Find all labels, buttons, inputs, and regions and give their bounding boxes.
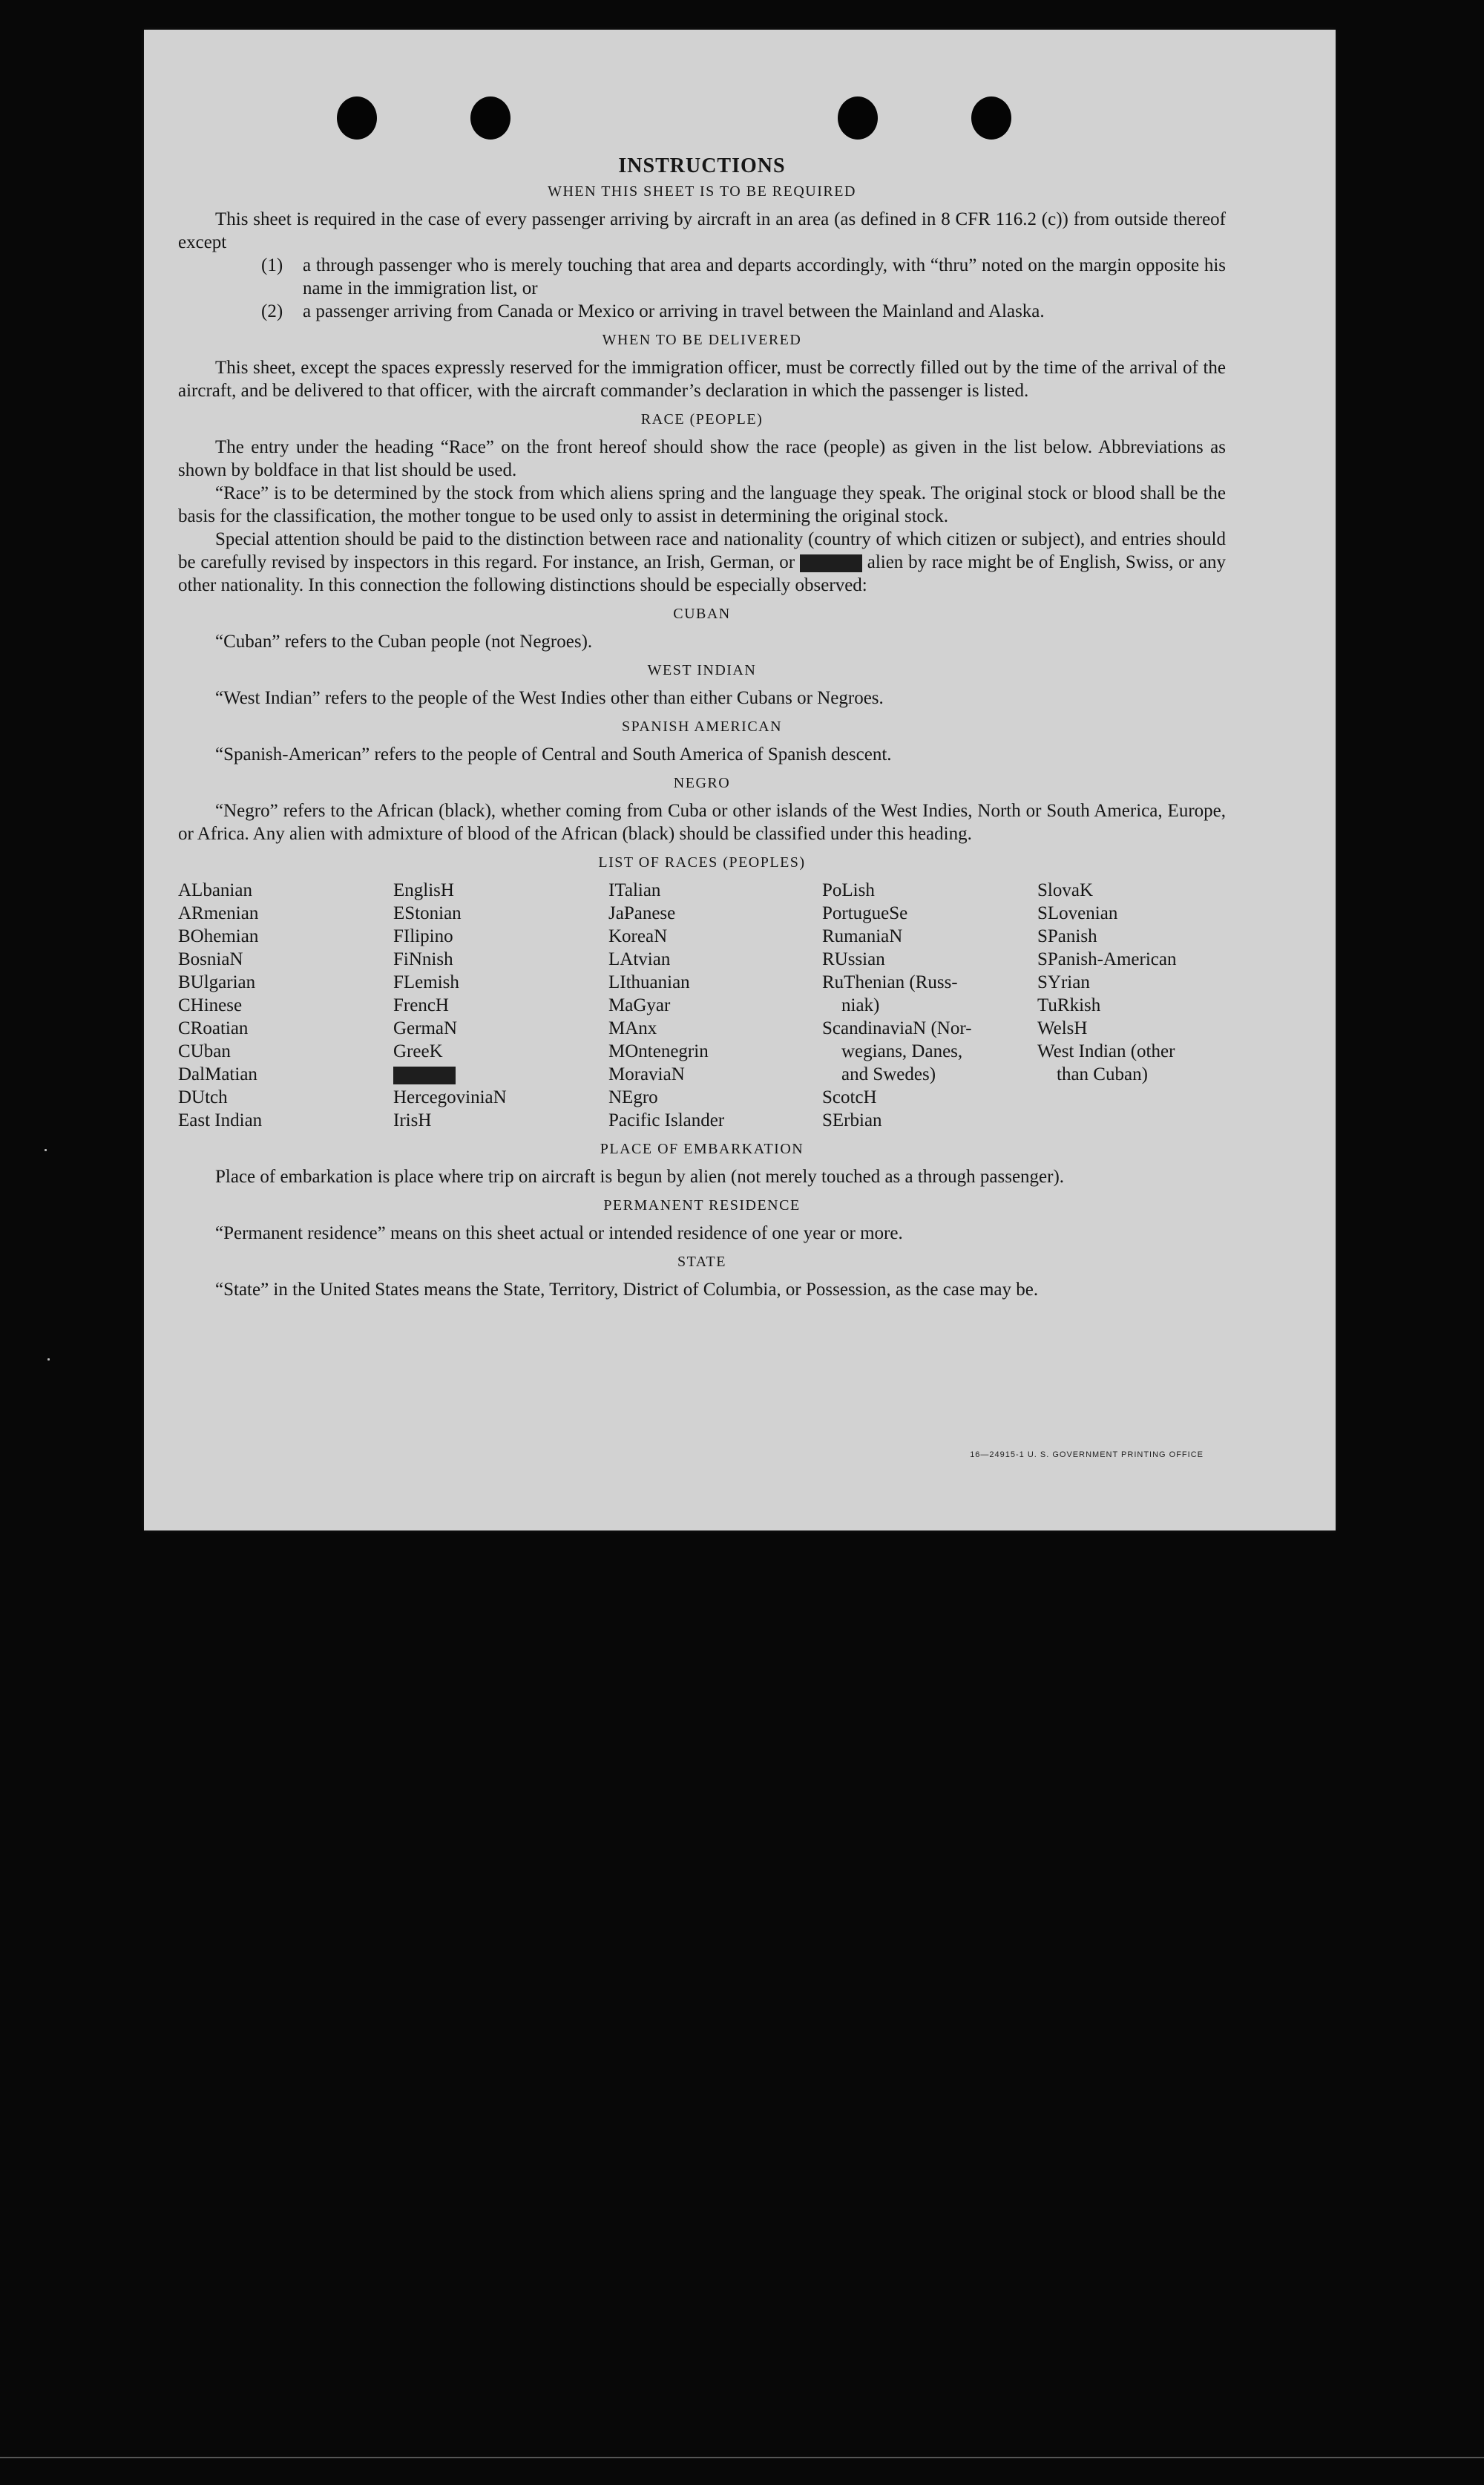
section-heading-west-indian: WEST INDIAN — [647, 662, 757, 678]
race-entry: NEgro — [608, 1087, 658, 1107]
race-entry: BosniaN — [178, 949, 243, 969]
race-entry: MaGyar — [608, 995, 671, 1015]
race-entry: DalMatian — [178, 1064, 257, 1084]
race-entry: Pacific Islander — [608, 1110, 725, 1130]
scan-speck — [45, 1149, 47, 1151]
redaction-mark — [393, 1067, 456, 1084]
section-heading-embarkation: PLACE OF EMBARKATION — [600, 1141, 804, 1157]
spanish-american-text: “Spanish-American” refers to the people of Central and South America of Spanish descent. — [215, 744, 892, 765]
race-entry: HercegoviniaN — [393, 1087, 507, 1107]
cuban-text: “Cuban” refers to the Cuban people (not Negroes). — [215, 632, 593, 652]
race-entry: LAtvian — [608, 949, 671, 969]
section-heading-spanish-american: SPANISH AMERICAN — [621, 718, 783, 735]
scan-edge-line — [0, 2457, 1484, 2458]
race-entry: SPanish-American — [1037, 949, 1177, 969]
race-entry: than Cuban) — [1057, 1064, 1148, 1084]
race-entry: FIlipino — [393, 926, 453, 946]
instructions-body — [178, 125, 1226, 1301]
race-entry: West Indian (other — [1037, 1041, 1175, 1061]
race-entry: ScandinaviaN (Nor- — [822, 1018, 972, 1038]
state-text: “State” in the United States means the State, Territory, District of Columbia, or Possession, as the case may be. — [215, 1280, 1039, 1300]
race-entry: DUtch — [178, 1087, 228, 1107]
race-column — [822, 879, 1037, 1132]
race-entry: FLemish — [393, 972, 459, 992]
race-entry: GreeK — [393, 1041, 443, 1061]
race-list — [178, 879, 1226, 1132]
race-entry: FiNnish — [393, 949, 453, 969]
required-paragraph: This sheet is required in the case of every passenger arriving by aircraft in an area (as defined in 8 CFR 116.2 (c)) from outside thereof except — [178, 209, 1226, 252]
race-entry: SlovaK — [1037, 880, 1093, 900]
race-entry: RumaniaN — [822, 926, 903, 946]
section-heading-required: WHEN THIS SHEET IS TO BE REQUIRED — [548, 183, 856, 200]
race-entry: SErbian — [822, 1110, 882, 1130]
exception-item: (1) a through passenger who is merely touching that area and departs accordingly, with “thru” noted on the margin opposite his name in the immigration list, or — [261, 255, 1226, 298]
race-entry: niak) — [841, 995, 880, 1015]
race-paragraph: “Race” is to be determined by the stock from which aliens spring and the language they speak. The original stock or blood shall be the basis for the classification, the mother tongue to be used only to assist in determining the original stock. — [178, 483, 1226, 526]
embarkation-text: Place of embarkation is place where trip on aircraft is begun by alien (not merely touched as a through passenger). — [215, 1167, 1065, 1187]
race-entry: CUban — [178, 1041, 231, 1061]
section-heading-delivered: WHEN TO BE DELIVERED — [602, 332, 802, 348]
section-heading-races: LIST OF RACES (PEOPLES) — [598, 854, 806, 871]
race-entry: wegians, Danes, — [841, 1041, 963, 1061]
race-entry: SLovenian — [1037, 903, 1118, 923]
redaction-mark — [800, 554, 862, 572]
race-entry: SYrian — [1037, 972, 1090, 992]
race-entry: BOhemian — [178, 926, 259, 946]
race-entry: PortugueSe — [822, 903, 908, 923]
race-entry: IrisH — [393, 1110, 432, 1130]
race-entry: MOntenegrin — [608, 1041, 709, 1061]
race-entry: JaPanese — [608, 903, 676, 923]
race-entry: GermaN — [393, 1018, 458, 1038]
race-entry: SPanish — [1037, 926, 1097, 946]
section-heading-negro: NEGRO — [673, 775, 731, 791]
race-entry: East Indian — [178, 1110, 263, 1130]
race-entry: WelsH — [1037, 1018, 1088, 1038]
race-entry: CRoatian — [178, 1018, 249, 1038]
race-column — [393, 879, 608, 1132]
race-entry: ITalian — [608, 880, 661, 900]
race-paragraph: The entry under the heading “Race” on the front hereof should show the race (people) as given in the list below. Abbreviations as shown by boldface in that list should be used. — [178, 437, 1226, 480]
race-entry: TuRkish — [1037, 995, 1101, 1015]
race-column — [1037, 879, 1223, 1132]
race-entry: ScotcH — [822, 1087, 877, 1107]
delivered-paragraph: This sheet, except the spaces expressly reserved for the immigration officer, must be correctly filled out by the time of the arrival of the aircraft, and be delivered to that officer, with the aircraft commander’s declaration in which the passenger is listed. — [178, 358, 1226, 401]
race-entry — [393, 1063, 608, 1086]
form-sheet — [144, 30, 1336, 1530]
section-heading-cuban: CUBAN — [673, 606, 731, 622]
section-heading-residence: PERMANENT RESIDENCE — [603, 1197, 801, 1214]
race-entry: EStonian — [393, 903, 462, 923]
race-entry: BUlgarian — [178, 972, 256, 992]
race-paragraph: Special attention should be paid to the distinction between race and nationality (country of which citizen or subject), and entries should be carefully revised by inspectors in this regard. For instance, an Irish, German, or alien by race might be of English, Swiss, or any other nationality. In this connection the following distinctions should be especially observed: — [178, 529, 1226, 595]
race-entry: PoLish — [822, 880, 875, 900]
race-column — [608, 879, 822, 1132]
race-column — [178, 879, 393, 1132]
race-entry: CHinese — [178, 995, 243, 1015]
negro-text: “Negro” refers to the African (black), whether coming from Cuba or other islands of the West Indies, North or South America, Europe, or Africa. Any alien with admixture of blood of the African (black) should be classified under this heading. — [178, 801, 1226, 844]
race-entry: EnglisH — [393, 880, 454, 900]
race-entry: LIthuanian — [608, 972, 690, 992]
scan-speck — [47, 1358, 50, 1361]
race-entry: FrencH — [393, 995, 449, 1015]
print-code: 16—24915-1 U. S. GOVERNMENT PRINTING OFFICE — [970, 1450, 1204, 1459]
race-entry: MoraviaN — [608, 1064, 685, 1084]
race-entry: ARmenian — [178, 903, 259, 923]
residence-text: “Permanent residence” means on this sheet actual or intended residence of one year or more. — [215, 1223, 903, 1243]
page-title: INSTRUCTIONS — [618, 154, 786, 177]
race-entry: and Swedes) — [841, 1064, 936, 1084]
race-entry: MAnx — [608, 1018, 657, 1038]
exception-item: (2) a passenger arriving from Canada or Mexico or arriving in travel between the Mainland and Alaska. — [261, 301, 1045, 321]
race-entry: RuThenian (Russ- — [822, 972, 958, 992]
race-entry: RUssian — [822, 949, 885, 969]
race-entry: KoreaN — [608, 926, 668, 946]
section-heading-state: STATE — [677, 1254, 726, 1270]
section-heading-race: RACE (PEOPLE) — [640, 411, 764, 428]
race-entry: ALbanian — [178, 880, 252, 900]
west-indian-text: “West Indian” refers to the people of the West Indies other than either Cubans or Negroes. — [215, 688, 884, 708]
